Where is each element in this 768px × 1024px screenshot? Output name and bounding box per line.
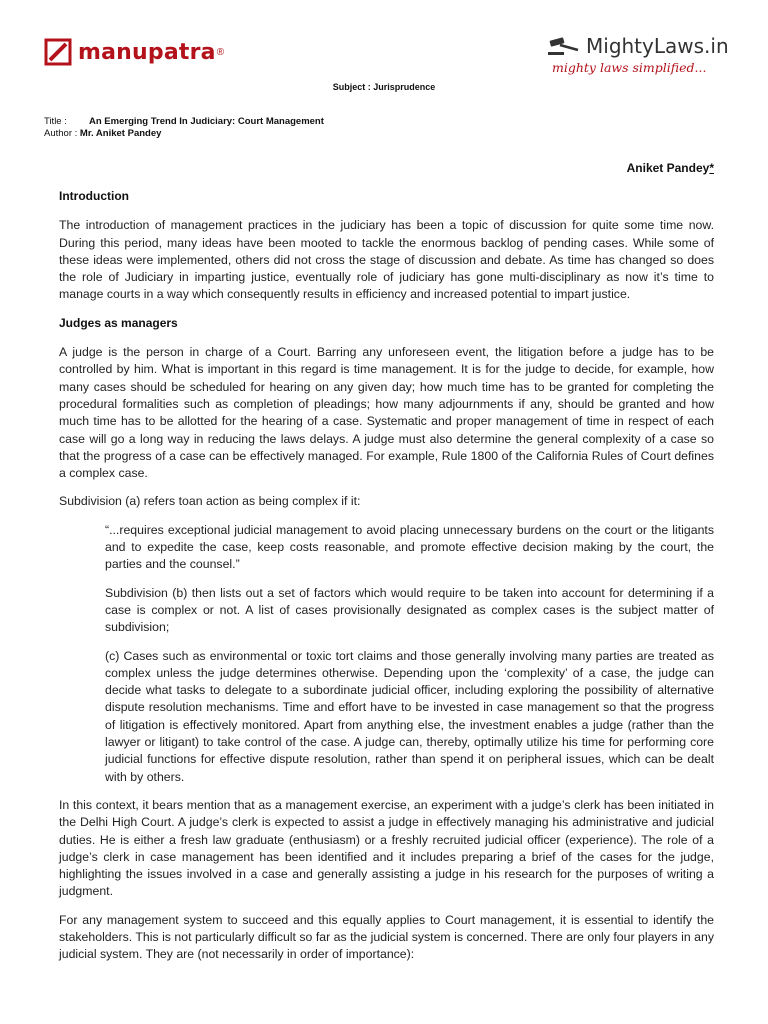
page-header bbox=[0, 0, 768, 80]
quoted-paragraph: Subdivision (b) then lists out a set of factors which would require to be taken into account for determining if a case is complex or not. A list of cases provisionally designated as complex cases is the subject matter of subdivision; bbox=[105, 585, 714, 635]
section-heading-introduction: Introduction bbox=[59, 189, 129, 203]
paragraph: For any management system to succeed and this equally applies to Court management, it is essential to identify the stakeholders. This is not particularly difficult so far as the judicial system is concerned. There are only four players in any judicial system. They are (not necessarily in order of importance): bbox=[59, 912, 714, 962]
author-label: Author : bbox=[44, 128, 78, 139]
paragraph: Subdivision (a) refers toan action as being complex if it: bbox=[59, 494, 361, 509]
title-value: An Emerging Trend In Judiciary: Court Management bbox=[89, 116, 324, 127]
author-value: Mr. Aniket Pandey bbox=[79, 128, 162, 139]
mightylaws-tagline: mighty laws simplified... bbox=[552, 60, 707, 75]
gavel-icon bbox=[548, 36, 582, 56]
manupatra-brand-text: manupatra bbox=[78, 39, 216, 65]
manupatra-mark-icon bbox=[44, 38, 72, 66]
mightylaws-brand-text: MightyLaws.in bbox=[586, 34, 729, 58]
footnote-link[interactable]: * bbox=[709, 161, 714, 175]
section-heading-judges-as-managers: Judges as managers bbox=[59, 315, 178, 330]
paragraph: The introduction of management practices in the judiciary has been a topic of discussion for quite some time now. During this period, many ideas have been mooted to tackle the enormous backlog of pending cases. While some of these ideas were implemented, others did not cross the stage of discussion and debate. As time has changed so does the role of Judiciary in imparting justice, eventually role of judiciary has gone multi-disciplinary as now it’s time to manage courts in a way which consequently results in efficiency and increased potential to impart justice. bbox=[59, 218, 714, 302]
mightylaws-logo bbox=[548, 34, 738, 75]
byline-name: Aniket Pandey bbox=[626, 161, 710, 175]
quoted-paragraph: “...requires exceptional judicial management to avoid placing unnecessary burdens on the court or the litigants and to expedite the case, keep costs reasonable, and promote effective decision making by the court, the parties and the counsel.” bbox=[105, 522, 714, 572]
subject-line: Subject : Jurisprudence bbox=[332, 82, 436, 92]
registered-mark: ® bbox=[216, 46, 225, 58]
title-label: Title : bbox=[44, 116, 67, 127]
manupatra-logo bbox=[44, 38, 224, 66]
document-meta bbox=[44, 116, 324, 140]
quoted-paragraph: (c) Cases such as environmental or toxic tort claims and those generally involving many parties are treated as complex unless the judge determines otherwise. Depending upon the ‘complexity’ of a case, the judge can decide what tasks to delegate to a subordinate judicial officer, including exploring the possibility of alternative dispute resolution mechanisms. Time and effort have to be invested in case management so that the progress of litigation is effectively monitored. Apart from anything else, the investment enables a judge (rather than the lawyer or litigant) to take control of the case. A judge can, thereby, optimally utilize his time for performing core judicial functions for effective dispute resolution, rather than spend it on peripheral issues, which can be dealt with by others. bbox=[105, 648, 714, 784]
byline bbox=[627, 161, 714, 175]
paragraph: A judge is the person in charge of a Court. Barring any unforeseen event, the litigation before a judge has to be controlled by him. What is important in this regard is time management. It is for the judge to decide, for example, how many cases should be scheduled for hearing on any given day; how much time has to be granted for completing the procedural formalities such as completion of pleadings; how many adjournments if any, should be granted and how much time has to be allotted for the hearing of a case. Systematic and proper management of time in respect of each case will go a long way in reducing the laws delays. A judge must also determine the general complexity of a case so that the progress of a case can be effectively managed. For example, Rule 1800 of the California Rules of Court defines a complex case. bbox=[59, 345, 714, 481]
article-body bbox=[59, 188, 714, 975]
paragraph: In this context, it bears mention that as a management exercise, an experiment with a judge’s clerk has been initiated in the Delhi High Court. A judge’s clerk is expected to assist a judge in effectively managing his administrative and judicial duties. He is either a fresh law graduate (enthusiasm) or a freshly recruited judicial officer (experience). The role of a judge’s clerk in case management has been identified and it includes preparing a brief of the cases for the judge, highlighting the issues involved in a case and generally assisting a judge in his research for the purposes of writing a judgment. bbox=[59, 797, 714, 899]
